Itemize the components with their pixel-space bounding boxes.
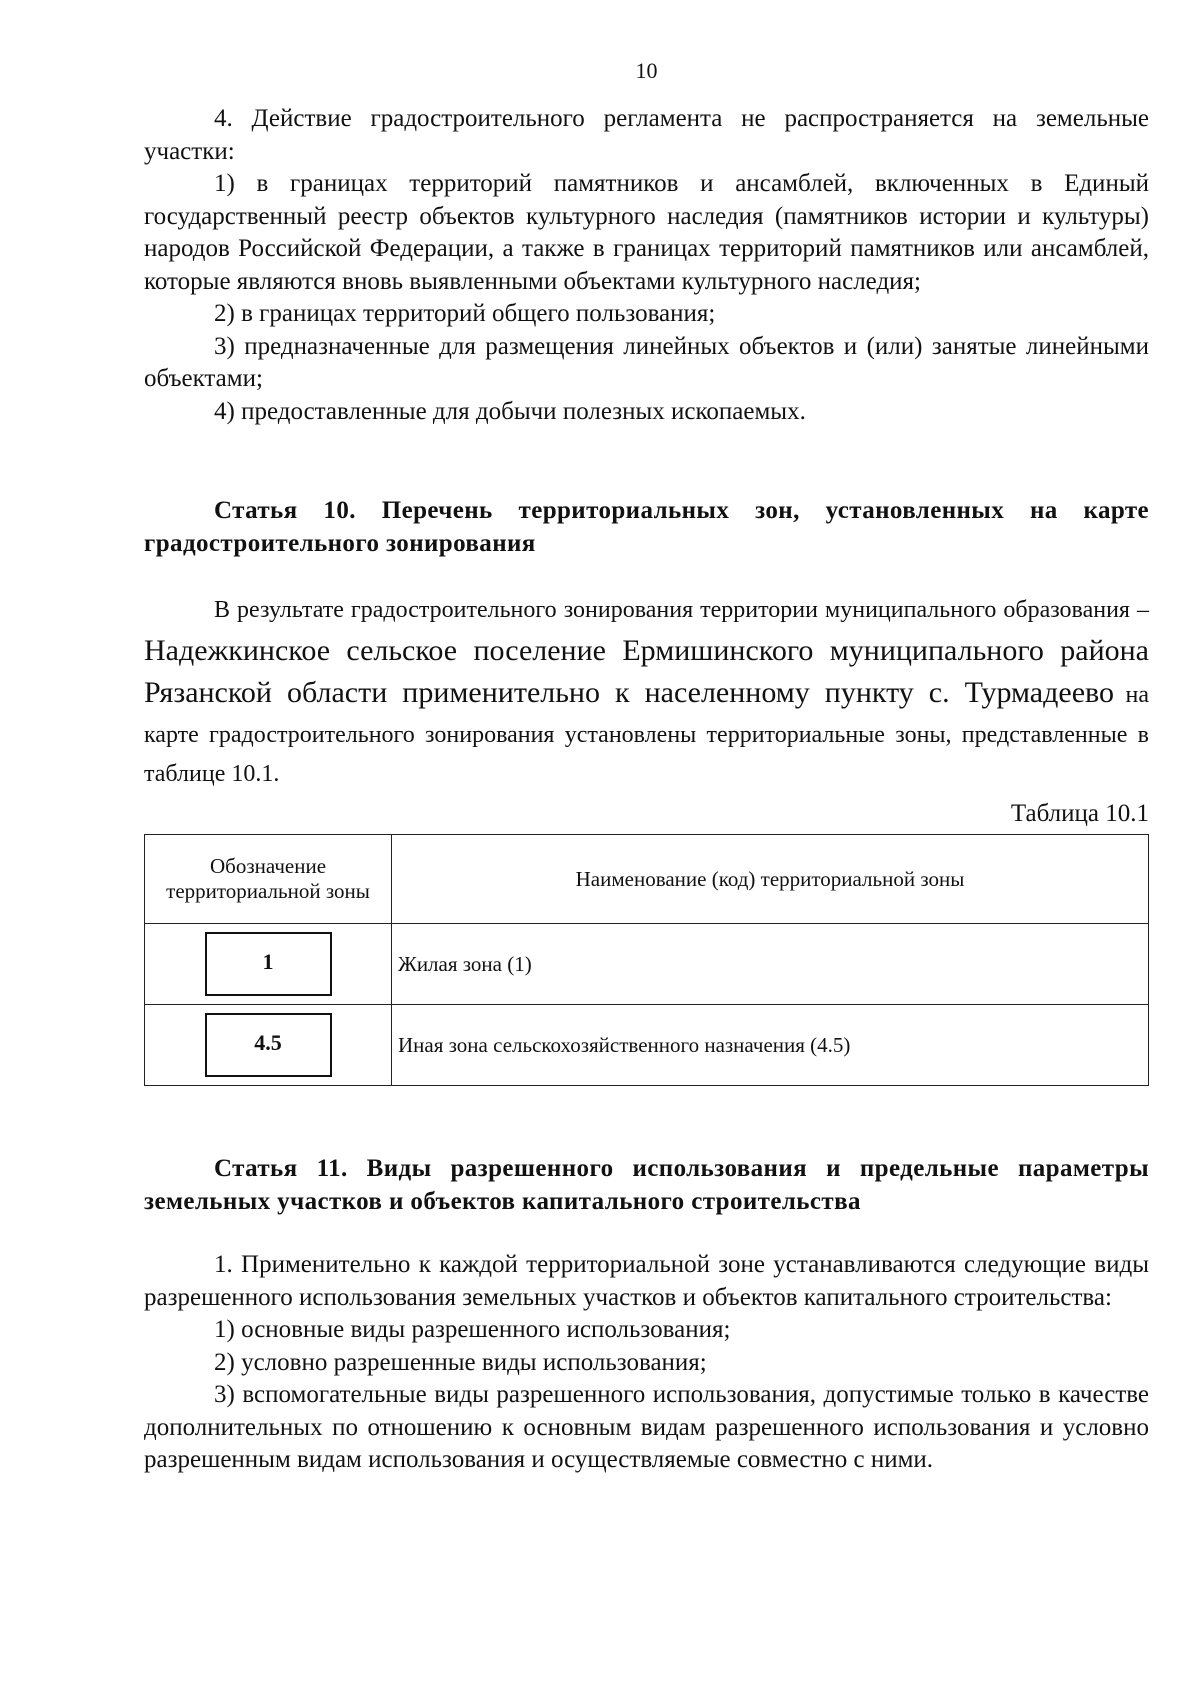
zone-code-cell (145, 924, 392, 1005)
table-row (145, 924, 1149, 1005)
section-4-intro: 4. Действие градостроительного регламента не распространяется на земельные участки: (144, 105, 1149, 165)
article-11-body (144, 1249, 1149, 1477)
section-4-item: 2) в границах территорий общего пользования; (214, 300, 716, 327)
article-10-heading-block (144, 494, 1149, 560)
header-code: Обозначение территориальной зоны (145, 835, 392, 924)
zone-name-cell: Жилая зона (1) (392, 924, 1149, 1005)
article-10-paragraph-block (144, 592, 1149, 796)
article-11-heading: Статья 11. Виды разрешенного использования и предельные параметры земельных участков и объектов капитального строительства (144, 1155, 1149, 1215)
header-name: Наименование (код) территориальной зоны (392, 835, 1149, 924)
zone-code-box: 4.5 (205, 1013, 332, 1077)
article-10-heading: Статья 10. Перечень территориальных зон, установленных на карте градостроительного зонирования (144, 497, 1149, 557)
article-11-item: 2) условно разрешенные виды использования; (214, 1348, 707, 1376)
zone-code-box: 1 (205, 932, 332, 996)
article-11-item: 1) основные виды разрешенного использования; (214, 1316, 731, 1343)
zones-table (144, 834, 1149, 1086)
zone-code-cell (145, 1005, 392, 1086)
section-4 (144, 103, 1149, 428)
article-11-item: 3) вспомогательные виды разрешенного использования, допустимые только в качестве дополнительных по отношению к основным видам разрешенного использования и условно разрешенным видам использования и осуществляемые совместно с ними. (144, 1381, 1149, 1473)
article-11-heading-block (144, 1152, 1149, 1218)
zone-name-cell: Иная зона сельскохозяйственного назначения (4.5) (392, 1005, 1149, 1086)
paragraph-part-3: на карте градостроительного зонирования установлены территориальные зоны, представленные в таблице 10.1. (144, 682, 1149, 787)
page-number: 10 (635, 58, 658, 83)
article-10-paragraph (144, 592, 1149, 796)
table-caption: Таблица 10.1 (1010, 800, 1149, 827)
table-row (145, 1005, 1149, 1086)
table-header-row (145, 835, 1149, 924)
section-4-item: 1) в границах территорий памятников и ансамблей, включенных в Единый государственный реестр объектов культурного наследия (памятников истории и культуры) народов Российской Федерации, а также в границах территорий памятников или ансамблей, которые являются вновь выявленными объектами культурного наследия; (144, 170, 1149, 295)
section-4-item: 3) предназначенные для размещения линейных объектов и (или) занятые линейными объектами; (144, 332, 1149, 392)
section-4-item: 4) предоставленные для добычи полезных ископаемых. (214, 397, 806, 425)
paragraph-part-2: Надежкинское сельское поселение Ермишинского муниципального района Рязанской области применительно к населенному пункту с. Турмадеево (144, 633, 1149, 709)
paragraph-part-1: В результате градостроительного зонирования территории муниципального образования – (214, 597, 1149, 623)
article-11-intro: 1. Применительно к каждой территориальной зоне устанавливаются следующие виды разрешенного использования земельных участков и объектов капитального строительства: (144, 1251, 1149, 1311)
